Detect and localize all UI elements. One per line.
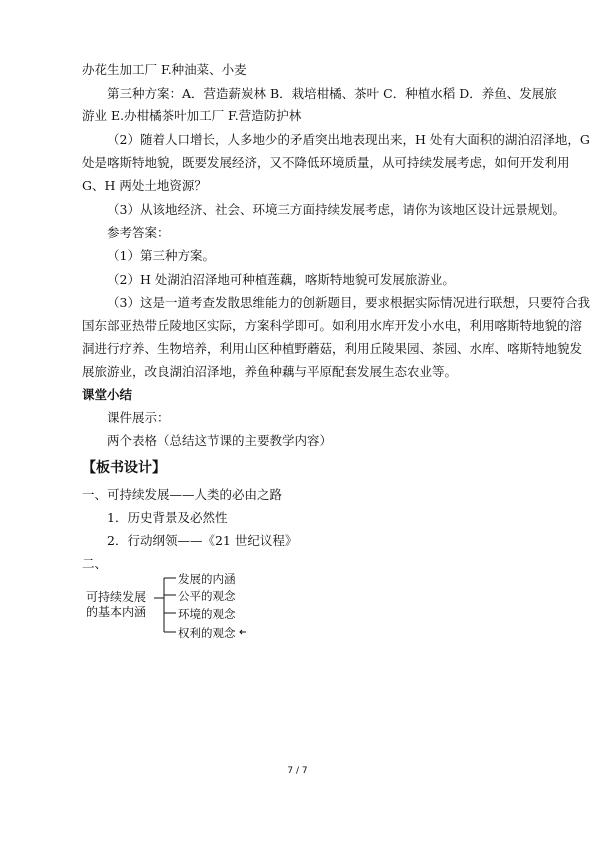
- section-title-summary: 课堂小结: [82, 387, 133, 402]
- diagram-item: 权利的观念: [178, 626, 236, 640]
- text-line: 第三种方案：A．营造薪炭林 B．栽培柑橘、茶叶 C．种植水稻 D．养鱼、发展旅: [107, 86, 557, 101]
- text-line: （3）这是一道考查发散思维能力的创新题目，要求根据实际情况进行联想，只要符合我: [107, 295, 590, 310]
- concept-diagram: [86, 570, 286, 642]
- diagram-item: 公平的观念: [178, 589, 236, 603]
- text-line: 游业 E.办柑橘茶叶加工厂 F.营造防护林: [82, 108, 302, 123]
- board-line: 一、可持续发展——人类的必由之路: [82, 487, 283, 502]
- text-line: 处是喀斯特地貌，既要发展经济，又不降低环境质量，从可持续发展考虑，如何开发利用: [82, 155, 570, 170]
- diagram-item: 环境的观念: [178, 607, 236, 621]
- board-line: 2．行动纲领——《21 世纪议程》: [107, 533, 298, 548]
- text-line: （3）从该地经济、社会、环境三方面持续发展考虑，请你为该地区设计远景规划。: [107, 202, 565, 217]
- board-line: 1．历史背景及必然性: [107, 510, 228, 525]
- page-number: 7 / 7: [287, 766, 308, 776]
- text-line: （1）第三种方案。: [107, 248, 215, 263]
- text-line: 两个表格（总结这节课的主要教学内容）: [107, 433, 333, 448]
- text-line: 参考答案：: [107, 225, 170, 240]
- diagram-item: 发展的内涵: [178, 572, 236, 586]
- diagram-root-line: 的基本内涵: [86, 605, 147, 619]
- diagram-root-line: 可持续发展: [86, 590, 147, 604]
- text-line: 洞进行疗养、生物培养，利用山区种植野蘑菇，利用丘陵果园、茶园、水库、喀斯特地貌发: [82, 341, 583, 356]
- section-title-board: 【板书设计】: [82, 460, 166, 476]
- text-line: （2）H 处湖泊沼泽地可种植莲藕，喀斯特地貌可发展旅游业。: [107, 272, 455, 287]
- text-line: 国东部亚热带丘陵地区实际，方案科学即可。如利用水库开发小水电，利用喀斯特地貌的溶: [82, 318, 583, 333]
- text-line: 展旅游业，改良湖泊沼泽地，养鱼种藕与平原配套发展生态农业等。: [82, 364, 458, 379]
- text-line: G、H 两处土地资源？: [82, 178, 207, 193]
- board-line: 二、: [82, 556, 108, 571]
- text-line: （2）随着人口增长，人多地少的矛盾突出地表现出来，H 处有大面积的湖泊沼泽地，G: [107, 132, 590, 147]
- text-line: 办花生加工厂 F.种油菜、小麦: [82, 62, 247, 77]
- text-line: 课件展示：: [107, 410, 170, 425]
